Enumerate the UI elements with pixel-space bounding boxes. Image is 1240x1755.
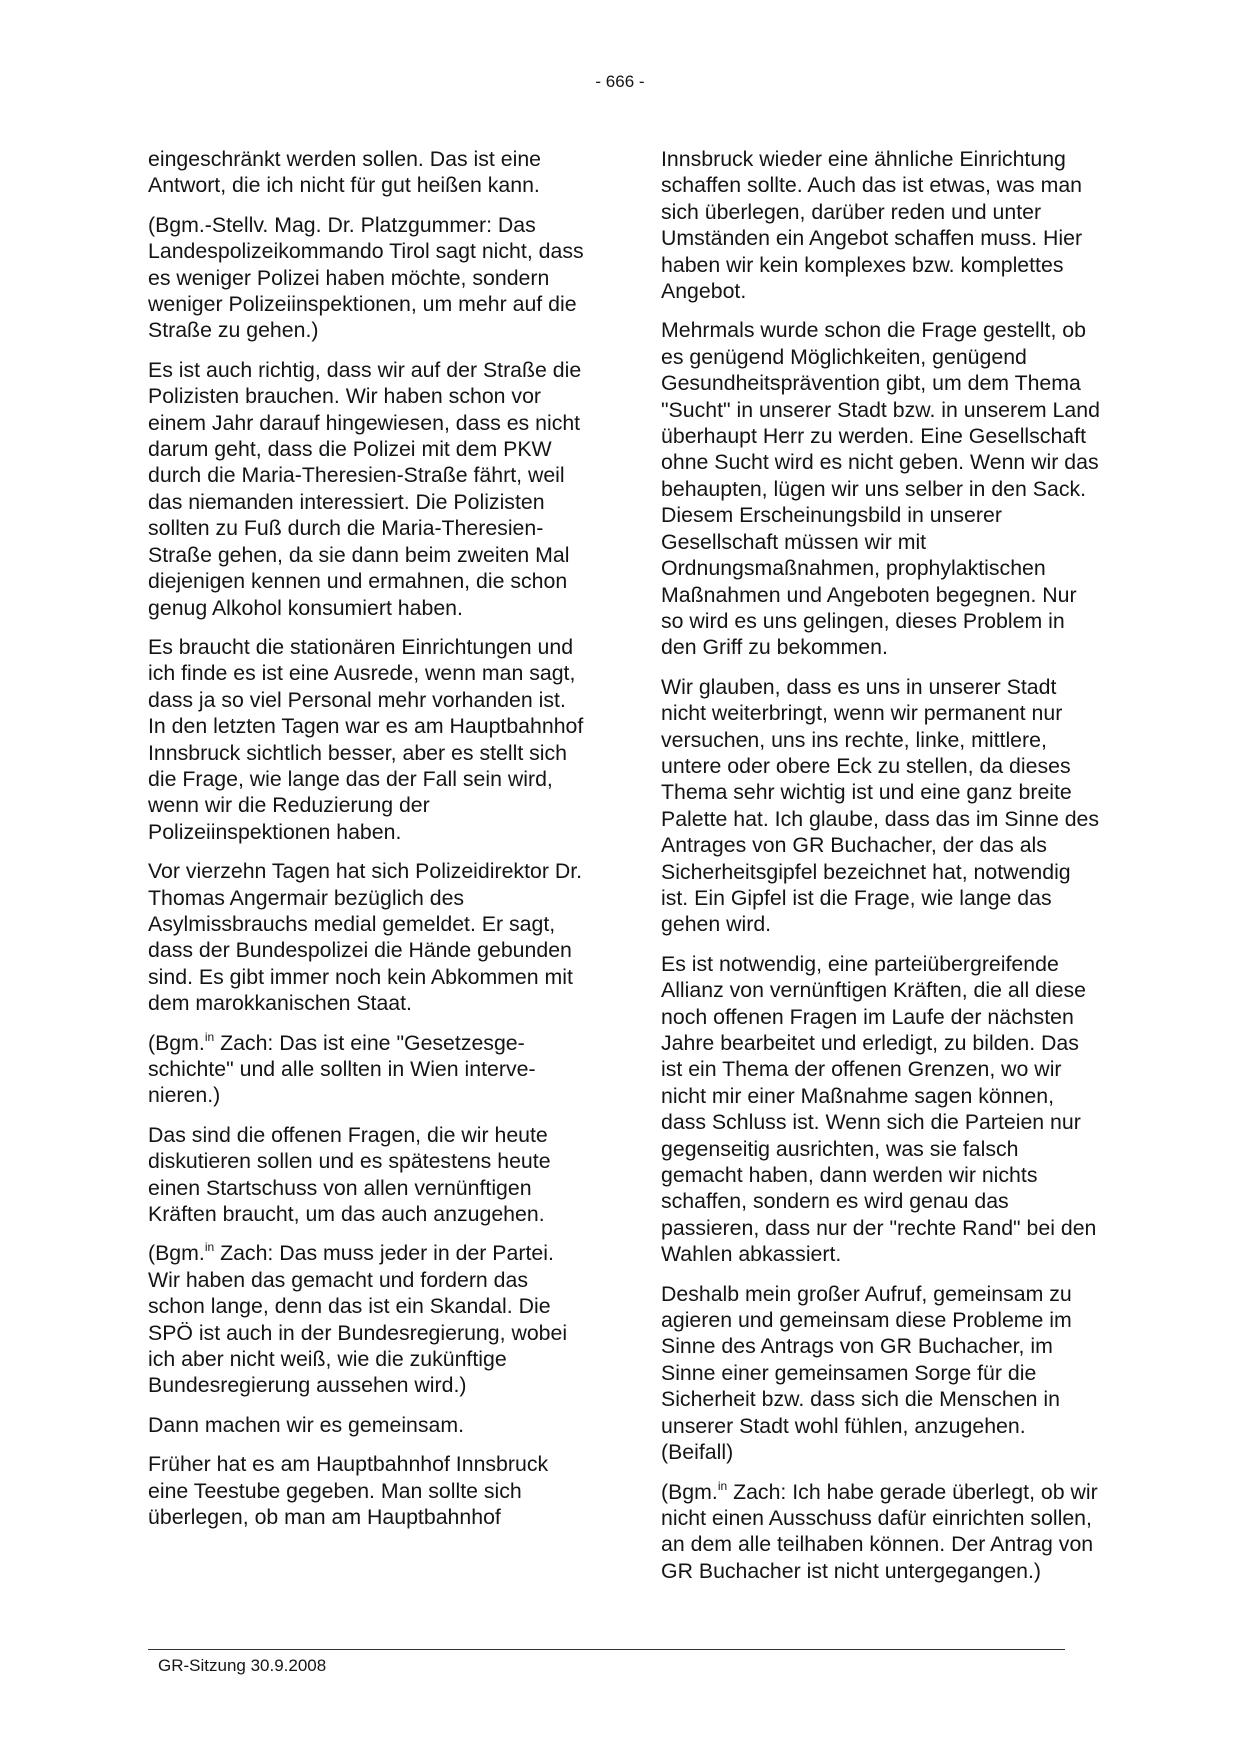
paragraph: Es braucht die stationären Einrichtungen und ich finde es ist eine Ausrede, wenn man sagt, dass ja so viel Personal mehr vorhanden ist. In den letzten Tagen war es am Hauptbahnhof Innsbruck sichtlich besser, aber es stellt sich die Frage, wie lange das der Fall sein wird, wenn wir die Reduzierung der Polizeiinspektionen haben.: [148, 634, 584, 844]
superscript: in: [204, 1240, 215, 1255]
paragraph: Dann machen wir es gemeinsam.: [148, 1412, 465, 1437]
superscript: in: [717, 1478, 728, 1493]
paragraph: eingeschränkt werden sollen. Das ist eine Antwort, die ich nicht für gut heißen kann.: [148, 147, 542, 198]
paragraph: Das sind die offenen Fragen, die wir heute diskutieren sollen und es spätestens heute einen Startschuss von allen vernünftigen Kräften braucht, um das auch anzugehen.: [148, 1122, 551, 1227]
paragraph: [148, 1030, 588, 1109]
superscript: in: [204, 1029, 215, 1044]
paragraph: Früher hat es am Hauptbahnhof Innsbruck eine Teestube gegeben. Man sollte sich überlegen, ob man am Hauptbahnhof: [148, 1452, 549, 1530]
speaker-prefix: (Bgm.: [661, 1479, 718, 1504]
paragraph-text: Zach: Das ist eine "Gesetzesgeschichte" und alle sollten in Wien intervenieren.): [148, 1030, 536, 1108]
paragraph-text: Zach: Das muss jeder in der Partei. Wir haben das gemacht und fordern das schon lange, denn das ist ein Skandal. Die SPÖ ist auch in der Bundesregierung, wobei ich aber nicht weiß, wie die zukünftige Bundesregierung aussehen wird.): [148, 1241, 568, 1398]
paragraph: Deshalb mein großer Aufruf, gemeinsam zu agieren und gemeinsam diese Probleme im Sinne des Antrags von GR Buchacher, im Sinne einer gemeinsamen Sorge für die Sicherheit bzw. dass sich die Menschen in unserer Stadt wohl fühlen, anzugehen. (Beifall): [661, 1281, 1072, 1465]
page-number: - 666 -: [595, 72, 645, 91]
speaker-prefix: (Bgm.: [148, 1241, 205, 1266]
left-column: [148, 146, 588, 1544]
paragraph: Mehrmals wurde schon die Frage gestellt, ob es genügend Möglichkeiten, genügend Gesundheitsprävention gibt, um dem Thema "Sucht" in unserer Stadt bzw. in unserem Land überhaupt Herr zu werden. Eine Gesellschaft ohne Sucht wird es nicht geben. Wenn wir das behaupten, lügen wir uns selber in den Sack. Diesem Erscheinungsbild in unserer Gesellschaft müssen wir mit Ordnungsmaßnahmen, prophylaktischen Maßnahmen und Angeboten begegnen. Nur so wird es uns gelingen, dieses Problem in den Griff zu bekommen.: [661, 318, 1100, 660]
footer-divider: [148, 1649, 1065, 1650]
right-column: [661, 146, 1101, 1597]
speaker-prefix: (Bgm.: [148, 1030, 205, 1055]
paragraph: Vor vierzehn Tagen hat sich Polizeidirektor Dr. Thomas Angermair bezüglich des Asylmissbrauchs medial gemeldet. Er sagt, dass der Bundespolizei die Hände gebunden sind. Es gibt immer noch kein Abkommen mit dem marokkanischen Staat.: [148, 859, 583, 1016]
footer-session-date: GR-Sitzung 30.9.2008: [158, 1656, 327, 1675]
paragraph: Es ist notwendig, eine parteiübergreifende Allianz von vernünftigen Kräften, die all diese noch offenen Fragen im Laufe der nächsten Jahre bearbeitet und erledigt, zu bilden. Das ist ein Thema der offenen Grenzen, wo wir nicht mir einer Maßnahme sagen können, dass Schluss ist. Wenn sich die Parteien nur gegenseitig ausrichten, was sie falsch gemacht haben, dann werden wir nichts schaffen, sondern es wird genau das passieren, dass nur der "rechte Rand" bei den Wahlen abkassiert.: [661, 951, 1097, 1267]
paragraph: Wir glauben, dass es uns in unserer Stadt nicht weiterbringt, wenn wir permanent nur versuchen, uns ins rechte, linke, mittlere, untere oder obere Eck zu stellen, da dieses Thema sehr wichtig ist und eine ganz breite Palette hat. Ich glaube, dass das im Sinne des Antrages von GR Buchacher, der das als Sicherheitsgipfel bezeichnet hat, notwendig ist. Ein Gipfel ist die Frage, wie lange das gehen wird.: [661, 674, 1100, 937]
paragraph: [148, 1240, 588, 1398]
paragraph: (Bgm.-Stellv. Mag. Dr. Platzgummer: Das Landespolizeikommando Tirol sagt nicht, dass es weniger Polizei haben möchte, sondern weniger Polizeiinspektionen, um mehr auf die Straße zu gehen.): [148, 212, 584, 343]
paragraph-text: Zach: Ich habe gerade überlegt, ob wir nicht einen Ausschuss dafür einrichten sollen, an dem alle teilhaben können. Der Antrag von GR Buchacher ist nicht untergegangen.): [661, 1479, 1098, 1583]
paragraph: [661, 1479, 1101, 1585]
paragraph: Innsbruck wieder eine ähnliche Einrichtung schaffen sollte. Auch das ist etwas, was man sich überlegen, darüber reden und unter Umständen ein Angebot schaffen muss. Hier haben wir kein komplexes bzw. komplettes Angebot.: [661, 147, 1083, 304]
paragraph: Es ist auch richtig, dass wir auf der Straße die Polizisten brauchen. Wir haben schon vor einem Jahr darauf hingewiesen, dass es nicht darum geht, dass die Polizei mit dem PKW durch die Maria-Theresien-Straße fährt, weil das niemanden interessiert. Die Polizisten sollten zu Fuß durch die Maria-Theresien-Straße gehen, da sie dann beim zweiten Mal diejenigen kennen und ermahnen, die schon genug Alkohol konsumiert haben.: [148, 357, 582, 620]
